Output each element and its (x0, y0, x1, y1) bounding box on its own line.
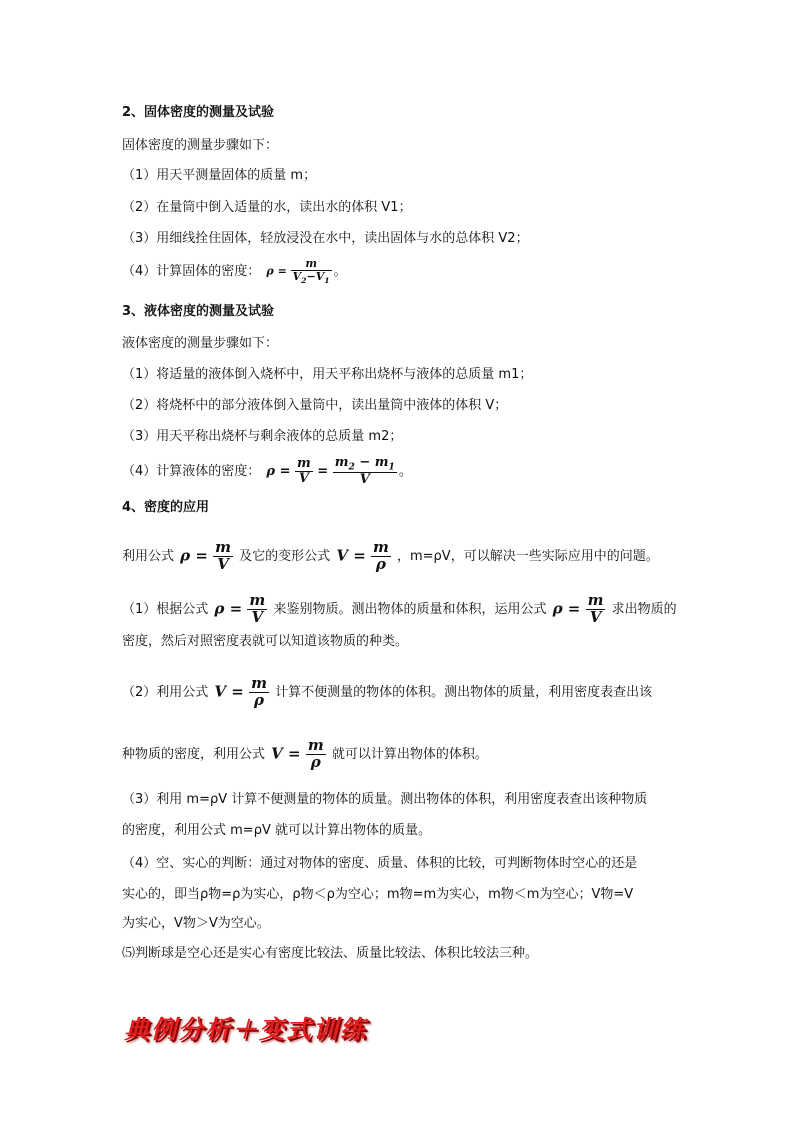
para-2-text-c: 种物质的密度，利用公式 (122, 746, 266, 762)
para-0-text-c: ，m=ρV，可以解决一些实际应用中的问题。 (397, 548, 659, 564)
section-2-title: 2、固体密度的测量及试验 (122, 105, 275, 120)
section-3-title: 3、液体密度的测量及试验 (122, 304, 275, 319)
section-2-step-3: （3）用细线拴住固体，轻放浸没在水中，读出固体与水的总体积 V2； (122, 231, 529, 246)
section-3-step-4-end: 。 (398, 463, 412, 479)
para-2-text-b: 计算不便测量的物体的体积。测出物体的质量，利用密度表查出该 (275, 684, 653, 700)
section-3-step-3: （3）用天平称出烧杯与剩余液体的总质量 m2； (122, 429, 403, 444)
para-0-text-b: 及它的变形公式 (239, 548, 331, 564)
section-3-step-1: （1）将适量的液体倒入烧杯中，用天平称出烧杯与液体的总质量 m1； (122, 367, 533, 382)
volume-formula: V = $\frac{m}{\rho}$ (271, 736, 324, 771)
section-4-para-0 (122, 540, 659, 573)
section-4-para-3: （3）利用 m=ρV 计算不便测量的物体的质量。测出物体的体积，利用密度表查出该种物质 (122, 792, 648, 807)
section-2-step-1: （1）用天平测量固体的质量 m； (122, 168, 317, 183)
section-2-step-4 (122, 258, 347, 285)
solid-density-formula: ρ = $\frac{m}{V_2-V_1}$ (266, 257, 330, 285)
para-2-text-a: （2）利用公式 (122, 684, 209, 700)
section-2-step-4-end: 。 (333, 263, 347, 279)
example-analysis-banner: 典例分析＋变式训练 (124, 1015, 368, 1044)
density-formula: ρ = $\frac{m}{V}$ (180, 538, 232, 573)
section-4-para-2 (122, 676, 652, 709)
section-2-step-4-label: （4）计算固体的密度： (122, 263, 261, 279)
para-2-text-d: 就可以计算出物体的体积。 (331, 746, 488, 762)
section-4-para-1 (122, 593, 677, 626)
section-3-intro: 液体密度的测量步骤如下： (122, 336, 279, 351)
para-0-text-a: 利用公式 (122, 548, 175, 564)
section-4-para-5: ⑸判断球是空心还是实心有密度比较法、质量比较法、体积比较法三种。 (122, 946, 539, 961)
para-1-text-b: 来鉴别物质。测出物体的质量和体积，运用公式 (273, 601, 547, 617)
section-3-step-4-label: （4）计算液体的密度： (122, 463, 261, 479)
section-4-para-3-cont: 的密度，利用公式 m=ρV 就可以计算出物体的质量。 (122, 823, 431, 838)
volume-formula: V = $\frac{m}{\rho}$ (336, 538, 389, 573)
section-3-step-4 (122, 456, 412, 487)
section-4-title: 4、密度的应用 (122, 500, 210, 515)
liquid-density-formula: ρ = $\frac{m}{V}$ = $\frac{m_2 - m_1}{V}$ (266, 455, 395, 488)
density-formula: ρ = $\frac{m}{V}$ (552, 591, 604, 626)
section-3-step-2: （2）将烧杯中的部分液体倒入量筒中，读出量筒中液体的体积 V； (122, 398, 508, 413)
section-4-para-4: （4）空、实心的判断：通过对物体的密度、质量、体积的比较，可判断物体时空心的还是 (122, 856, 638, 871)
para-1-text-a: （1）根据公式 (122, 601, 209, 617)
density-formula: ρ = $\frac{m}{V}$ (214, 591, 266, 626)
section-4-para-4-cont-2: 为实心，V物＞V为空心。 (122, 916, 270, 931)
para-1-text-c: 求出物质的 (611, 601, 677, 617)
section-4-para-4-cont-1: 实心的，即当ρ物=ρ为实心，ρ物＜ρ为空心；m物=m为实心，m物＜m为空心；V物=V (122, 887, 634, 902)
section-4-para-2-cont (122, 738, 488, 771)
section-2-intro: 固体密度的测量步骤如下： (122, 138, 279, 153)
volume-formula: V = $\frac{m}{\rho}$ (214, 674, 267, 709)
section-2-step-2: （2）在量筒中倒入适量的水，读出水的体积 V1； (122, 200, 412, 215)
section-4-para-1-cont: 密度，然后对照密度表就可以知道该物质的种类。 (122, 634, 409, 649)
